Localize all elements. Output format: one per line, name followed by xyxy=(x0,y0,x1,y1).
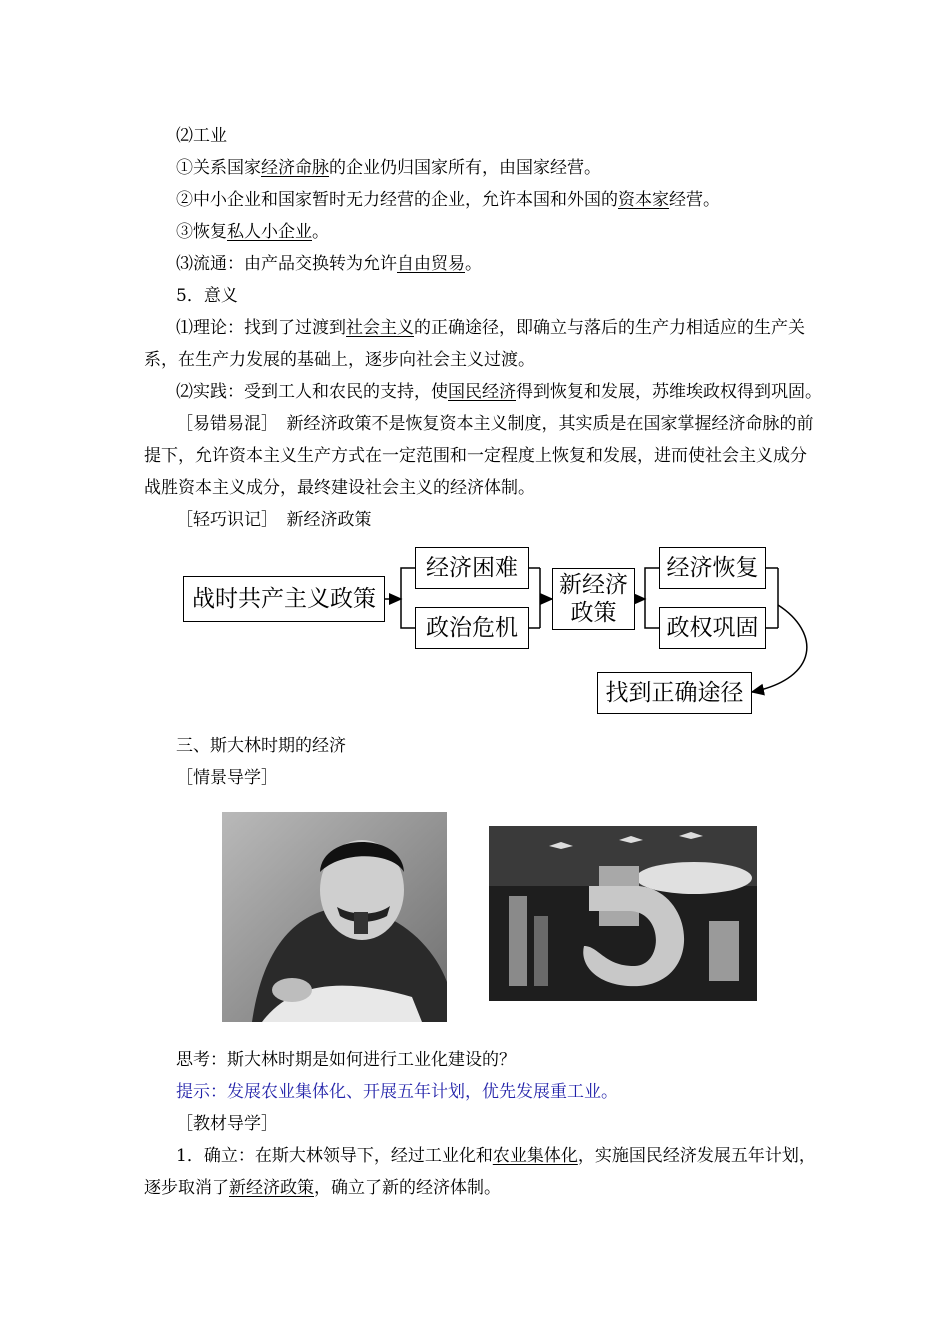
scene-label: ［情景导学］ xyxy=(176,768,278,788)
industry-item-1: ①关系国家经济命脉的企业仍归国家所有，由国家经营。 xyxy=(176,158,601,178)
establishment-line-2: 逐步取消了新经济政策，确立了新的经济体制。 xyxy=(144,1178,501,1198)
node-correct-path: 找到正确途径 xyxy=(597,672,752,714)
establishment-line-1: 1．确立：在斯大林领导下，经过工业化和农业集体化，实施国民经济发展五年计划， xyxy=(176,1146,816,1166)
think-question: 思考：斯大林时期是如何进行工业化建设的？ xyxy=(176,1050,516,1070)
node-new-economic-policy xyxy=(552,568,635,630)
node-economic-difficulty: 经济困难 xyxy=(415,547,529,589)
memory-label: ［轻巧识记］ 新经济政策 xyxy=(176,510,372,530)
theory-line-2: 系，在生产力发展的基础上，逐步向社会主义过渡。 xyxy=(144,350,535,370)
industry-item-2: ②中小企业和国家暂时无力经营的企业，允许本国和外国的资本家经营。 xyxy=(176,190,720,210)
stalin-photo-image xyxy=(222,812,447,1022)
node-war-communism: 战时共产主义政策 xyxy=(183,576,385,622)
industry-item-3: ③恢复私人小企业。 xyxy=(176,222,329,242)
textbook-label: ［教材导学］ xyxy=(176,1114,278,1134)
confusion-note-line-1: ［易错易混］ 新经济政策不是恢复资本主义制度，其实质是在国家掌握经济命脉的前 xyxy=(176,414,814,434)
significance-heading: 5．意义 xyxy=(176,286,238,306)
node-regime-consolidated: 政权巩固 xyxy=(659,607,766,649)
practice-line: ⑵实践：受到工人和农民的支持，使国民经济得到恢复和发展，苏维埃政权得到巩固。 xyxy=(176,382,822,402)
five-year-plan-poster-image xyxy=(489,826,757,1001)
theory-line-1: ⑴理论：找到了过渡到社会主义的正确途径，即确立与落后的生产力相适应的生产关 xyxy=(176,318,805,338)
node-nep-line-1: 新经济 xyxy=(559,572,628,598)
confusion-note-line-3: 战胜资本主义成分，最终建设社会主义的经济体制。 xyxy=(144,478,535,498)
stalin-photo xyxy=(222,812,447,1022)
confusion-note-line-2: 提下，允许资本主义生产方式在一定范围和一定程度上恢复和发展，进而使社会主义成分 xyxy=(144,446,807,466)
node-political-crisis: 政治危机 xyxy=(415,607,529,649)
five-year-plan-poster xyxy=(489,826,757,1001)
industry-heading: ⑵工业 xyxy=(176,126,227,146)
node-economic-recovery: 经济恢复 xyxy=(659,547,766,589)
node-nep-line-2: 政策 xyxy=(570,600,617,626)
hint-answer: 提示：发展农业集体化、开展五年计划，优先发展重工业。 xyxy=(176,1082,618,1102)
circulation-line: ⑶流通：由产品交换转为允许自由贸易。 xyxy=(176,254,482,274)
stalin-section-heading: 三、斯大林时期的经济 xyxy=(176,736,346,756)
